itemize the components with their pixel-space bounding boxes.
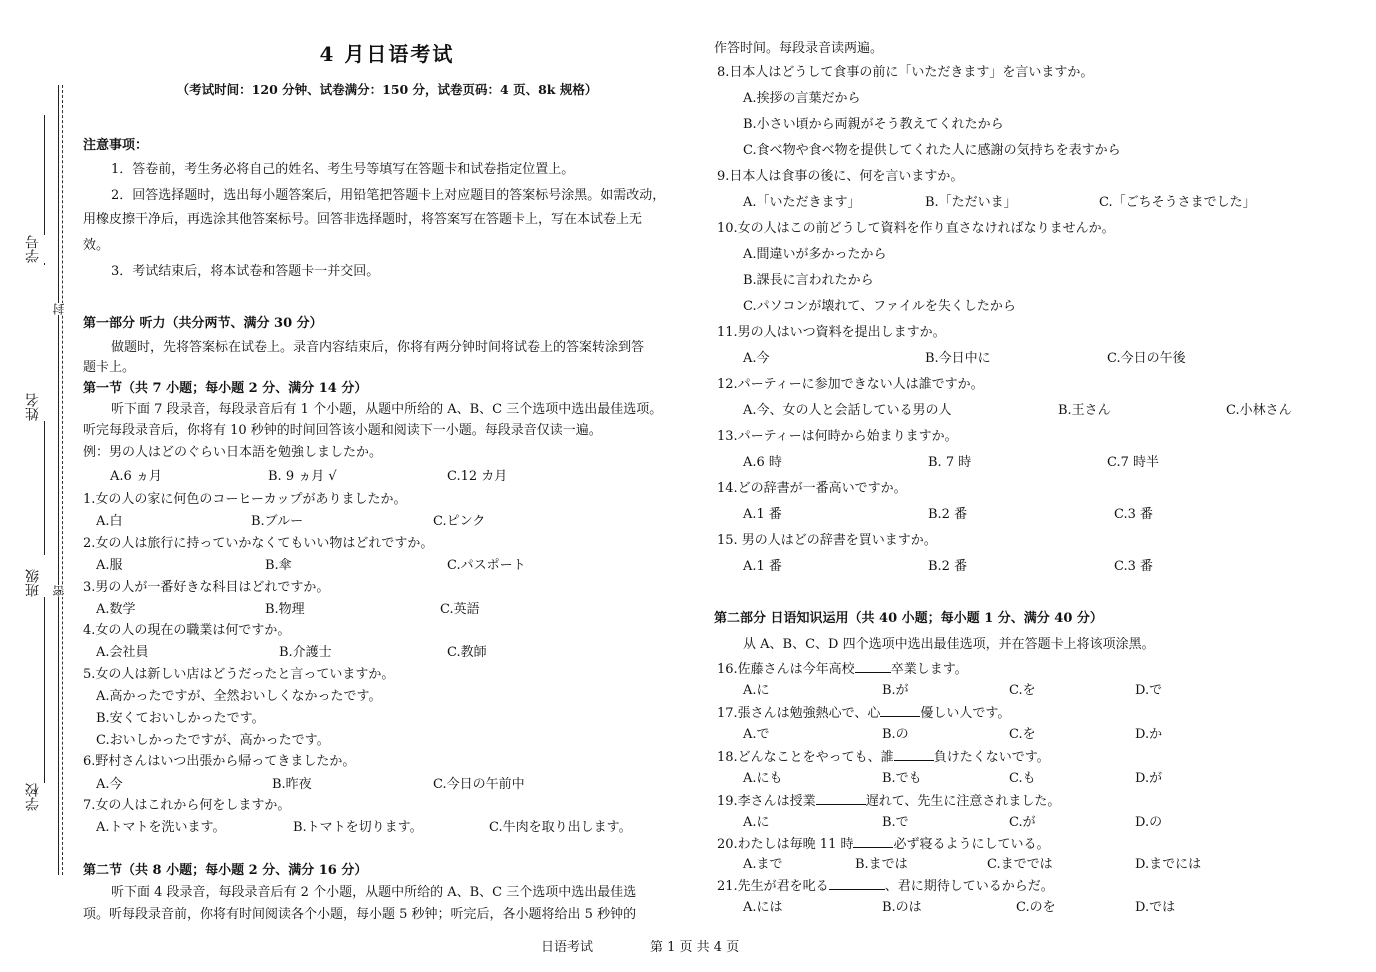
answer-blank	[853, 835, 893, 848]
q8-option-c: C.食べ物や食べ物を提供してくれた人に感謝の気持ちを表すから	[743, 143, 1121, 158]
q18-stem-end: 負けたくないです。	[933, 750, 1050, 765]
q10-option-b: B.課長に言われたから	[743, 273, 874, 288]
q20-option-b: B.までは	[855, 857, 908, 872]
question-12: 12.パーティーに参加できない人は誰ですか。	[717, 377, 984, 392]
q20-option-d: D.までには	[1135, 857, 1202, 872]
question-4: 4.女の人の現在の職業は何ですか。	[83, 623, 291, 638]
q11-option-a: A.今	[743, 351, 770, 366]
question-20	[717, 835, 1050, 854]
q6-option-a: A.今	[96, 777, 123, 792]
q17-option-d: D.か	[1135, 727, 1163, 742]
section2-intro-c: 作答时间。每段录音读两遍。	[714, 41, 884, 56]
q9-option-c: C.「ごちそうさまでした」	[1099, 195, 1256, 210]
q14-option-c: C.3 番	[1114, 507, 1154, 522]
page-title: 4 月日语考试	[319, 42, 455, 66]
part1-intro-b: 题卡上。	[83, 360, 136, 375]
question-6: 6.野村さんはいつ出張から帰ってきましたか。	[83, 754, 356, 769]
footer-page-number: 第 1 页 共 4 页	[650, 940, 740, 955]
label-xingming: 姓名	[26, 393, 48, 421]
notice-line-2a: 2．回答选择题时，选出每小题答案后，用铅笔把答题卡上对应题目的答案标号涂黑。如需改动，	[111, 188, 666, 203]
notice-line-1: 1．答卷前，考生务必将自己的姓名、考生号等填写在答题卡和试卷指定位置上。	[111, 162, 575, 177]
binding-strip	[26, 85, 70, 875]
q21-stem-start: 21.先生が君を叱る	[717, 879, 829, 894]
notice-line-2b: 用橡皮擦干净后，再选涂其他答案标号。回答非选择题时，将答案写在答题卡上，写在本试卷上无	[83, 212, 643, 227]
question-2: 2.女の人は旅行に持っていかなくてもいい物はどれですか。	[83, 536, 434, 551]
q4-option-b: B.介護士	[279, 645, 332, 660]
q2-option-a: A.服	[96, 558, 123, 573]
q21-option-c: C.のを	[1016, 900, 1056, 915]
example-option-c: C.12 カ月	[447, 469, 508, 484]
q7-option-c: C.牛肉を取り出します。	[489, 820, 632, 835]
example-question: 例：男の人はどのぐらい日本語を勉強しましたか。	[83, 445, 383, 460]
section2-heading: 第二节（共 8 小题；每小题 2 分、满分 16 分）	[83, 863, 368, 878]
q3-option-c: C.英語	[440, 602, 480, 617]
q17-stem-start: 17.張さんは勉強熱心で、心	[717, 706, 881, 721]
part2-intro: 从 A、B、C、D 四个选项中选出最佳选项，并在答题卡上将该项涂黑。	[743, 637, 1155, 652]
q19-option-d: D.の	[1135, 815, 1163, 830]
question-16	[717, 660, 968, 679]
answer-blank	[816, 792, 866, 805]
notice-line-3: 3．考试结束后，将本试卷和答题卡一并交回。	[111, 264, 380, 279]
q12-option-c: C.小林さん	[1226, 403, 1292, 418]
q16-option-b: B.が	[882, 683, 909, 698]
q16-stem-start: 16.佐藤さんは今年高校	[717, 662, 855, 677]
q15-option-c: C.3 番	[1114, 559, 1154, 574]
question-9: 9.日本人は食事の後に、何を言いますか。	[717, 169, 964, 184]
question-8: 8.日本人はどうして食事の前に「いただきます」を言いますか。	[717, 65, 1094, 80]
question-7: 7.女の人はこれから何をしますか。	[83, 798, 291, 813]
seal-mi: 密	[52, 585, 66, 597]
question-17	[717, 704, 1010, 723]
q4-option-a: A.会社員	[96, 645, 149, 660]
q17-option-b: B.の	[882, 727, 909, 742]
q7-option-a: A.トマトを洗います。	[96, 820, 226, 835]
q8-option-b: B.小さい頃から両親がそう教えてくれたから	[743, 117, 1004, 132]
q9-option-a: A.「いただきます」	[743, 195, 861, 210]
answer-blank	[880, 704, 920, 717]
section1-intro-b: 听完每段录音后，你将有 10 秒钟的时间回答该小题和阅读下一小题。每段录音仅读一遍。	[83, 423, 602, 438]
q13-option-b: B. 7 時	[928, 455, 972, 470]
q18-option-d: D.が	[1135, 771, 1163, 786]
q16-stem-end: 卒業します。	[890, 662, 968, 677]
question-13: 13.パーティーは何時から始まりますか。	[717, 429, 958, 444]
q10-option-c: C.パソコンが壊れて、ファイルを失くしたから	[743, 299, 1016, 314]
question-3: 3.男の人が一番好きな科目はどれですか。	[83, 580, 330, 595]
notice-line-2c: 效。	[83, 238, 110, 253]
q20-stem-end: 必ず寝るようにしている。	[893, 837, 1050, 852]
q18-stem-start: 18.どんなことをやっても、誰	[717, 750, 894, 765]
q12-option-a: A.今、女の人と会話している男の人	[743, 403, 952, 418]
question-19	[717, 792, 1060, 811]
question-18	[717, 748, 1050, 767]
q19-option-b: B.で	[882, 815, 909, 830]
q4-option-c: C.教師	[447, 645, 487, 660]
part2-heading: 第二部分 日语知识运用（共 40 小题；每小题 1 分、满分 40 分）	[714, 611, 1103, 626]
q2-option-b: B.傘	[265, 558, 292, 573]
question-14: 14.どの辞書が一番高いですか。	[717, 481, 907, 496]
q17-option-a: A.で	[743, 727, 770, 742]
q10-option-a: A.間違いが多かったから	[743, 247, 887, 262]
q16-option-c: C.を	[1009, 683, 1036, 698]
q5-option-b: B.安くておいしかったです。	[96, 711, 265, 726]
section2-intro-b: 项。听每段录音前，你将有时间阅读各个小题，每小题 5 秒钟；听完后，各小题将给出 5 秒钟的	[83, 907, 637, 922]
question-21	[717, 877, 1054, 896]
q19-stem-end: 遅れて、先生に注意されました。	[865, 794, 1061, 809]
q21-option-b: B.のは	[882, 900, 922, 915]
q11-option-b: B.今日中に	[925, 351, 991, 366]
question-1: 1.女の人の家に何色のコーヒーカップがありましたか。	[83, 492, 407, 507]
q17-option-c: C.を	[1009, 727, 1036, 742]
q20-option-a: A.まで	[743, 857, 783, 872]
section2-intro-a: 听下面 4 段录音，每段录音后有 2 个小题，从题中所给的 A、B、C 三个选项中选出最佳选	[111, 885, 637, 900]
q12-option-b: B.王さん	[1058, 403, 1111, 418]
q15-option-a: A.1 番	[743, 559, 782, 574]
q16-option-d: D.で	[1135, 683, 1163, 698]
label-xuehao: 学号	[26, 235, 48, 263]
q16-option-a: A.に	[743, 683, 770, 698]
question-11: 11.男の人はいつ資料を提出しますか。	[717, 325, 946, 340]
question-15: 15. 男の人はどの辞書を買いますか。	[717, 533, 937, 548]
notice-heading: 注意事项：	[83, 138, 149, 153]
q3-option-a: A.数学	[96, 602, 136, 617]
q18-option-c: C.も	[1009, 771, 1036, 786]
q13-option-a: A.6 時	[743, 455, 782, 470]
exam-info: （考试时间：120 分钟、试卷满分：150 分，试卷页码：4 页、8k 规格）	[176, 82, 598, 97]
xingming-field-line	[44, 415, 45, 555]
q1-option-a: A.白	[96, 514, 123, 529]
q18-option-a: A.にも	[743, 771, 783, 786]
q8-option-a: A.挨拶の言葉だから	[743, 91, 861, 106]
q3-option-b: B.物理	[265, 602, 305, 617]
q21-stem-end: 、君に期待しているからだ。	[884, 879, 1054, 894]
q21-option-d: D.では	[1135, 900, 1176, 915]
label-xuexiao: 学校	[26, 783, 48, 811]
question-5: 5.女の人は新しい店はどうだったと言っていますか。	[83, 667, 395, 682]
answer-blank	[829, 877, 885, 890]
q11-option-c: C.今日の午後	[1107, 351, 1186, 366]
q14-option-a: A.1 番	[743, 507, 782, 522]
answer-blank	[894, 748, 934, 761]
q13-option-c: C.7 時半	[1107, 455, 1160, 470]
question-10: 10.女の人はこの前どうして資料を作り直さなければなりませんか。	[717, 221, 1115, 236]
q21-option-a: A.には	[743, 900, 783, 915]
q2-option-c: C.パスポート	[447, 558, 526, 573]
section1-intro-a: 听下面 7 段录音，每段录音后有 1 个小题，从题中所给的 A、B、C 三个选项中选出最佳选项。	[111, 402, 663, 417]
answer-blank	[855, 660, 891, 673]
section1-heading: 第一节（共 7 小题；每小题 2 分、满分 14 分）	[83, 381, 368, 396]
part1-intro-a: 做题时，先将答案标在试卷上。录音内容结束后，你将有两分钟时间将试卷上的答案转涂到答	[111, 340, 645, 355]
q1-option-c: C.ピンク	[433, 514, 486, 529]
footer-subject: 日语考试	[541, 940, 594, 955]
label-banji: 班级	[26, 569, 48, 597]
q17-stem-end: 優しい人です。	[920, 706, 1011, 721]
example-option-a: A.6 ヵ月	[110, 469, 162, 484]
q18-option-b: B.でも	[882, 771, 922, 786]
q19-option-a: A.に	[743, 815, 770, 830]
q19-option-c: C.が	[1009, 815, 1036, 830]
q20-option-c: C.まででは	[987, 857, 1053, 872]
q5-option-a: A.高かったですが、全然おいしくなかったです。	[96, 689, 382, 704]
binding-dashed-line	[62, 85, 63, 875]
q6-option-b: B.昨夜	[272, 777, 312, 792]
q9-option-b: B.「ただいま」	[925, 195, 1017, 210]
q1-option-b: B.ブルー	[251, 514, 304, 529]
banji-field-line	[44, 585, 45, 805]
q14-option-b: B.2 番	[928, 507, 968, 522]
seal-feng: 封	[52, 303, 66, 315]
q5-option-c: C.おいしかったですが、高かったです。	[96, 733, 330, 748]
q15-option-b: B.2 番	[928, 559, 968, 574]
binding-solid-line	[58, 85, 59, 875]
example-option-b: B. 9 ヵ月 √	[268, 469, 337, 484]
q6-option-c: C.今日の午前中	[433, 777, 525, 792]
q7-option-b: B.トマトを切ります。	[293, 820, 423, 835]
part1-heading: 第一部分 听力（共分两节、满分 30 分）	[83, 316, 323, 331]
q19-stem-start: 19.李さんは授業	[717, 794, 816, 809]
q20-stem-start: 20.わたしは毎晩 11 時	[717, 837, 854, 852]
